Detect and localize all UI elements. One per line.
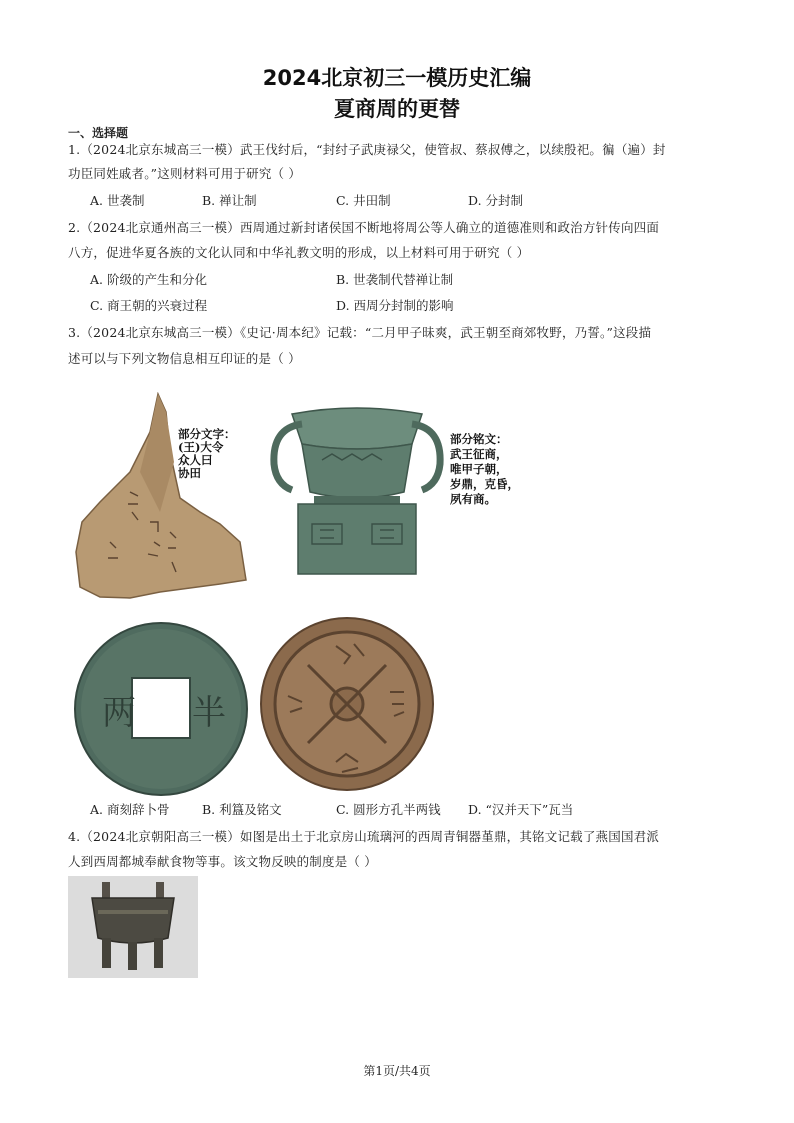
q4-line2: 人到西周都城奉献食物等事。该文物反映的制度是（ ）	[68, 854, 377, 869]
page-footer: 第1页/共4页	[363, 1064, 431, 1078]
han-tile-image	[258, 612, 436, 796]
q3-option-d: D. “汉并天下”瓦当	[468, 802, 574, 817]
q2-line1: 2.（2024北京通州高三一模）西周通过新封诸侯国不断地将周公等人确立的道德准则和政治方针传向四面	[68, 220, 660, 235]
bronze-gui-image	[262, 404, 452, 576]
q3-option-b: B. 利簋及铭文	[202, 802, 282, 817]
q3-option-a: A. 商刻辞卜骨	[90, 802, 170, 817]
document-title: 2024北京初三一模历史汇编	[262, 66, 532, 90]
q1-line1: 1.（2024北京东城高三一模）武王伐纣后，“封纣子武庚禄父，使管叔、蔡叔傅之，以续殷祀。徧（遍）封	[68, 142, 666, 157]
q3-line2: 述可以与下列文物信息相互印证的是（ ）	[68, 351, 301, 366]
q4-line1: 4.（2024北京朝阳高三一模）如图是出土于北京房山琉璃河的西周青铜器堇鼎，其铭文记载了燕国国君派	[68, 829, 660, 844]
section-title: 一、选择题	[68, 126, 129, 140]
ban-liang-coin-image	[72, 620, 250, 800]
q3-option-c: C. 圆形方孔半两钱	[336, 802, 441, 817]
coin-right-char: 半	[192, 693, 226, 733]
oracle-bone-image	[70, 392, 250, 607]
q1-option-c: C. 井田制	[336, 193, 391, 208]
oracle-bone-caption: 部分文字： (王)大令 众人曰 协田	[178, 427, 236, 480]
q1-option-a: A. 世袭制	[90, 193, 145, 208]
q1-option-b: B. 禅让制	[202, 193, 257, 208]
q2-option-c: C. 商王朝的兴衰过程	[90, 298, 208, 313]
document-subtitle: 夏商周的更替	[334, 97, 460, 121]
q3-line1: 3.（2024北京东城高三一模）《史记·周本纪》记载：“二月甲子昧爽，武王朝至商郊牧野，乃誓。”这段描	[68, 325, 652, 340]
q2-line2: 八方，促进华夏各族的文化认同和中华礼教文明的形成，以上材料可用于研究（ ）	[68, 245, 530, 260]
jin-ding-image	[68, 876, 198, 978]
q2-option-a: A. 阶级的产生和分化	[90, 272, 207, 287]
bronze-gui-caption: 部分铭文： 武王征商， 唯甲子朝， 岁鼎，克昏， 夙有商。	[450, 432, 519, 506]
q2-option-d: D. 西周分封制的影响	[336, 298, 454, 313]
coin-left-char: 两	[102, 693, 136, 733]
q1-line2: 功臣同姓戚者。”这则材料可用于研究（ ）	[68, 166, 302, 181]
q2-option-b: B. 世袭制代替禅让制	[336, 272, 454, 287]
q1-option-d: D. 分封制	[468, 193, 524, 208]
